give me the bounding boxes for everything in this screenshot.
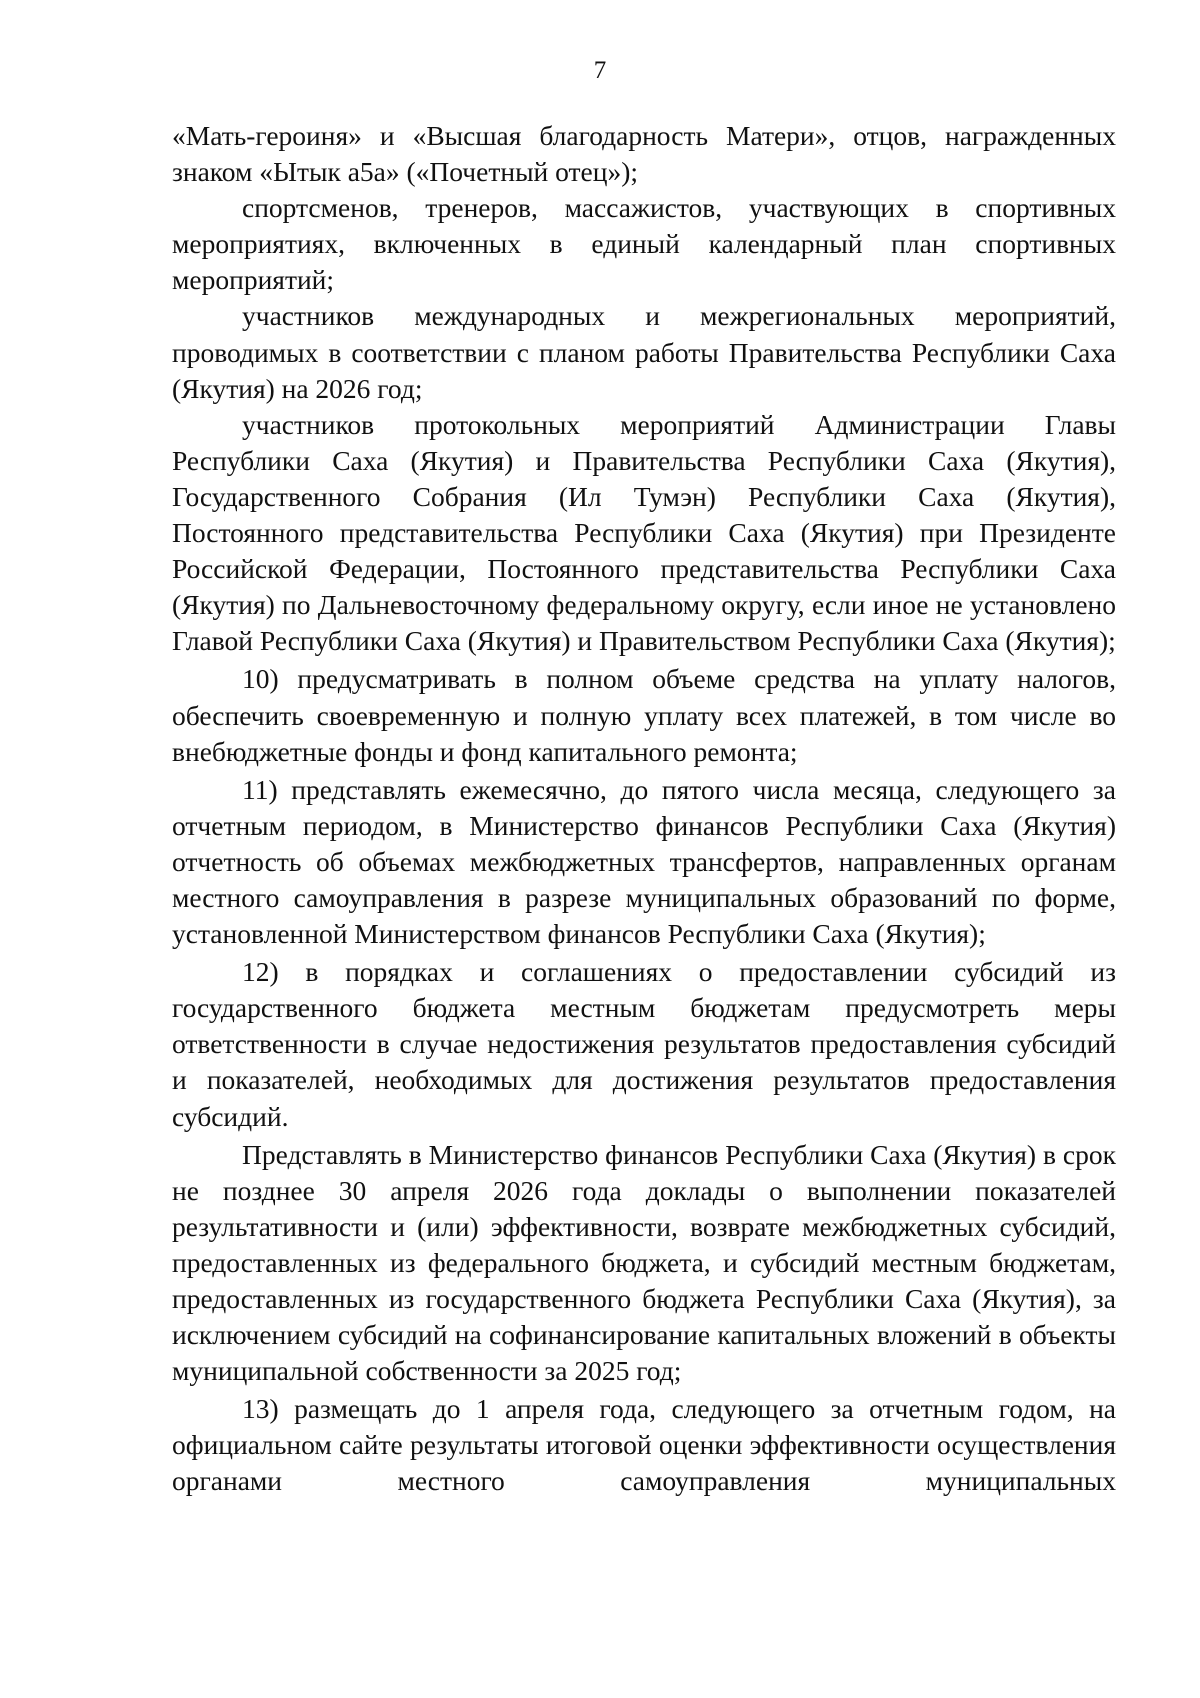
document-body xyxy=(172,118,1116,1500)
paragraph-item-12: 12) в порядках и соглашениях о предоставлении субсидий из государственного бюджета местным бюджетам предусмотреть меры ответственности в случае недостижения результатов предоставления субсидий и показателей, необходимых для достижения результатов предоставления субсидий. xyxy=(172,956,1116,1132)
paragraph-item-11: 11) представлять ежемесячно, до пятого числа месяца, следующего за отчетным периодом, в Министерство финансов Республики Саха (Якутия) отчетность об объемах межбюджетных трансфертов, направленных органам местного самоуправления в разрезе муниципальных образований по форме, установленной Министерством финансов Республики Саха (Якутия); xyxy=(172,773,1116,950)
paragraph-protocol-events: участников протокольных мероприятий Администрации Главы Республики Саха (Якутия) и Правительства Республики Саха (Якутия), Государственного Собрания (Ил Тумэн) Республики Саха (Якутия), Постоянного представительства Республики Саха (Якутия) при Президенте Российской Федерации, Постоянного представительства Республики Саха (Якутия) по Дальневосточному федеральному округу, если иное не установлено Главой Республики Саха (Якутия) и Правительством Республики Саха (Якутия); xyxy=(172,408,1116,657)
paragraph-athletes: спортсменов, тренеров, массажистов, участвующих в спортивных мероприятиях, включенных в единый календарный план спортивных мероприятий; xyxy=(172,192,1116,296)
paragraph-reports: Представлять в Министерство финансов Республики Саха (Якутия) в срок не позднее 30 апреля 2026 года доклады о выполнении показателей результативности и (или) эффективности, возврате межбюджетных субсидий, предоставленных из федерального бюджета, и субсидий местным бюджетам, предоставленных из государственного бюджета Республики Саха (Якутия), за исключением субсидий на софинансирование капитальных вложений в объекты муниципальной собственности за 2025 год; xyxy=(172,1138,1116,1387)
paragraph-item-10: 10) предусматривать в полном объеме средства на уплату налогов, обеспечить своевременную и полную уплату всех платежей, в том числе во внебюджетные фонды и фонд капитального ремонта; xyxy=(172,663,1116,767)
paragraph-item-13: 13) размещать до 1 апреля года, следующего за отчетным годом, на официальном сайте результаты итоговой оценки эффективности осуществления органами местного самоуправления муниципальных xyxy=(172,1393,1116,1497)
paragraph-international-events: участников международных и межрегиональных мероприятий, проводимых в соответствии с планом работы Правительства Республики Саха (Якутия) на 2026 год; xyxy=(172,300,1116,404)
paragraph-mother-heroine: «Мать-героиня» и «Высшая благодарность Матери», отцов, награжденных знаком «Ытык а5а» («Почетный отец»); xyxy=(172,120,1116,188)
page-number: 7 xyxy=(593,57,607,84)
